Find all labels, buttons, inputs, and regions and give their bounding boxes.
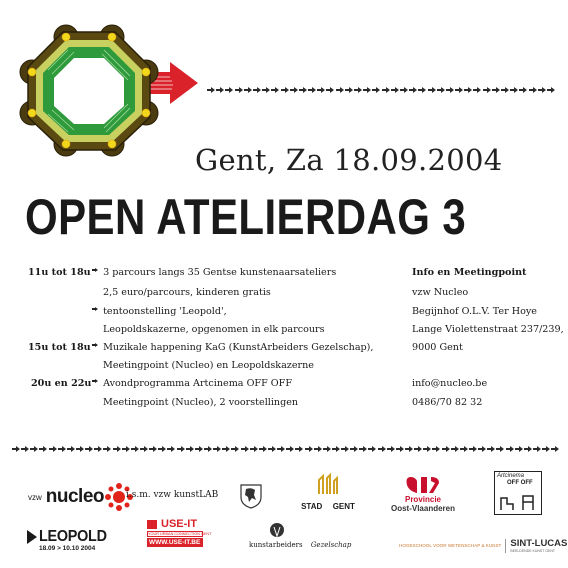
arrow-bullet-icon	[510, 85, 519, 94]
event-title: OPEN ATELIERDAG 3	[25, 189, 467, 245]
arrow-bullet-icon	[149, 444, 158, 453]
arrow-bullet-icon	[286, 444, 295, 453]
arrow-bullet-icon	[12, 444, 21, 453]
arrow-bullet-icon	[469, 444, 478, 453]
arrow-bullet-icon	[231, 444, 240, 453]
arrow-bullet-icon	[455, 85, 464, 94]
info-city: 9000 Gent	[412, 342, 463, 353]
emblem-logo	[18, 20, 208, 160]
ism-kunstlab-text: i.s.m. vzw kunstLAB	[126, 490, 219, 500]
arrow-bullet-icon	[345, 85, 354, 94]
chair-icon	[499, 490, 537, 512]
arrow-bullet-icon	[464, 85, 473, 94]
arrow-bullet-icon	[314, 444, 323, 453]
arrow-bullet-icon	[253, 85, 262, 94]
arrow-bullet-icon	[268, 444, 277, 453]
arrow-bullet-icon	[67, 444, 76, 453]
info-address-line-2: Lange Violettenstraat 237/239,	[412, 324, 564, 335]
bottom-arrow-divider	[12, 444, 560, 453]
info-email[interactable]: info@nucleo.be	[412, 378, 488, 389]
program-row: 2,5 euro/parcours, kinderen gratis	[103, 287, 271, 298]
arrow-bullet-icon	[271, 85, 280, 94]
leopold-logo: LEOPOLD 18.09 > 10.10 2004	[27, 528, 114, 552]
arrow-bullet-icon	[496, 444, 505, 453]
arrow-bullet-icon	[478, 444, 487, 453]
artcinema-logo: Artcinema OFF OFF	[494, 471, 542, 515]
arrow-bullet-icon	[409, 85, 418, 94]
arrow-bullet-icon	[533, 444, 542, 453]
arrow-bullet-icon	[49, 444, 58, 453]
arrow-bullet-icon	[317, 85, 326, 94]
arrow-bullet-icon	[387, 444, 396, 453]
program-row: 20u en 22u	[31, 378, 92, 389]
info-address-line-1: Begijnhof O.L.V. Ter Hoye	[412, 306, 537, 317]
arrow-bullet-icon	[250, 444, 259, 453]
arrow-bullet-icon	[418, 85, 427, 94]
program-row: 3 parcours langs 35 Gentse kunstenaarsateliers	[103, 267, 337, 278]
arrow-bullet-icon	[382, 85, 391, 94]
arrow-bullet-icon	[290, 85, 299, 94]
program-row: tentoonstelling 'Leopold',	[103, 306, 227, 317]
arrow-bullet-icon	[323, 444, 332, 453]
arrow-bullet-icon	[332, 444, 341, 453]
info-org: vzw Nucleo	[412, 287, 469, 298]
arrow-bullet-icon	[405, 444, 414, 453]
arrow-bullet-icon	[308, 85, 317, 94]
arrow-bullet-icon	[391, 85, 400, 94]
arrow-bullet-icon	[326, 85, 335, 94]
program-row: Muzikale happening KaG (KunstArbeiders Gezelschap),	[103, 342, 374, 353]
arrow-bullet-icon	[336, 85, 345, 94]
arrow-bullet-icon	[76, 444, 85, 453]
arrow-bullet-icon	[213, 444, 222, 453]
arrow-bullet-icon	[244, 85, 253, 94]
arrow-bullet-icon	[167, 444, 176, 453]
arrow-bullet-icon	[58, 444, 67, 453]
arrow-bullet-icon	[400, 85, 409, 94]
arrow-bullet-icon	[262, 85, 271, 94]
arrow-bullet-icon	[21, 444, 30, 453]
arrow-bullet-icon	[432, 444, 441, 453]
arrow-bullet-icon	[295, 444, 304, 453]
use-it-logo: USE-IT YOUR URBAN CONNECTION GENT WWW.USE-IT.BE	[148, 518, 212, 546]
arrow-bullet-icon	[39, 444, 48, 453]
stad-gent-logo: STAD GENT	[298, 474, 358, 514]
arrow-bullet-icon	[506, 444, 515, 453]
arrow-bullet-icon	[350, 444, 359, 453]
arrow-bullet-icon	[341, 444, 350, 453]
arrow-bullet-icon	[396, 444, 405, 453]
arrow-bullet-icon	[451, 444, 460, 453]
arrow-bullet-icon	[122, 444, 131, 453]
arrow-bullet-icon	[207, 85, 216, 94]
arrow-bullet-icon	[529, 85, 538, 94]
arrow-bullet-icon	[542, 444, 551, 453]
arrow-bullet-icon	[460, 444, 469, 453]
program-row: Meetingpoint (Nucleo) en Leopoldskazerne	[103, 360, 314, 371]
arrow-bullet-icon	[368, 444, 377, 453]
event-subtitle: Gent, Za 18.09.2004	[195, 143, 503, 177]
arrow-bullet-icon	[437, 85, 446, 94]
arrow-bullet-icon	[158, 444, 167, 453]
arrow-bullet-icon	[177, 444, 186, 453]
sint-lucas-logo: HOGESCHOOL VOOR WETENSCHAP & KUNST SINT-LUCAS BEELDENDE KUNST GENT	[399, 538, 568, 553]
info-phone: 0486/70 82 32	[412, 397, 483, 408]
arrow-bullet-icon	[492, 85, 501, 94]
program-row: Avondprogramma Artcinema OFF OFF	[103, 378, 292, 389]
program-row: Leopoldskazerne, opgenomen in elk parcours	[103, 324, 325, 335]
arrow-bullet-icon	[547, 85, 556, 94]
arrow-bullet-icon	[359, 444, 368, 453]
program-row: Meetingpoint (Nucleo), 2 voorstellingen	[103, 397, 299, 408]
nucleo-logo: vzw nucleo	[28, 483, 133, 511]
stad-gent-emblem-icon	[315, 474, 341, 496]
arrow-bullet-icon	[551, 444, 560, 453]
arrow-bullet-icon	[259, 444, 268, 453]
arrow-bullet-icon	[277, 444, 286, 453]
arrow-bullet-icon	[113, 444, 122, 453]
arrow-bullet-icon	[363, 85, 372, 94]
arrow-bullet-icon	[442, 444, 451, 453]
arrow-bullet-icon	[487, 444, 496, 453]
use-it-tag-icon	[147, 519, 159, 530]
arrow-bullet-icon	[423, 444, 432, 453]
arrow-bullet-icon	[241, 444, 250, 453]
arrow-bullet-icon	[372, 85, 381, 94]
arrow-bullet-icon	[524, 444, 533, 453]
arrow-bullet-icon	[538, 85, 547, 94]
arrow-bullet-icon	[204, 444, 213, 453]
arrow-bullet-icon	[216, 85, 225, 94]
program-row: 15u tot 18u	[28, 342, 91, 353]
top-arrow-divider	[207, 85, 557, 94]
arrow-bullet-icon	[131, 444, 140, 453]
arrow-bullet-icon	[446, 85, 455, 94]
arrow-bullet-icon	[501, 85, 510, 94]
leopold-arrow-icon	[27, 530, 37, 544]
lion-crest-icon	[237, 481, 265, 509]
arrow-bullet-icon	[225, 85, 234, 94]
arrow-bullet-icon	[483, 85, 492, 94]
arrow-bullet-icon	[519, 85, 528, 94]
arrow-bullet-icon	[305, 444, 314, 453]
arrow-bullet-icon	[473, 85, 482, 94]
arrow-bullet-icon	[515, 444, 524, 453]
arrow-bullet-icon	[30, 444, 39, 453]
arrow-bullet-icon	[414, 444, 423, 453]
arrow-bullet-icon	[186, 444, 195, 453]
arrow-bullet-icon	[281, 85, 290, 94]
arrow-bullet-icon	[354, 85, 363, 94]
provincie-logo: Provincie Oost-Vlaanderen	[388, 475, 458, 513]
arrow-bullet-icon	[103, 444, 112, 453]
info-heading: Info en Meetingpoint	[412, 267, 527, 278]
arrow-bullet-icon	[235, 85, 244, 94]
program-row: 11u tot 18u	[28, 267, 91, 278]
provincie-emblem-icon	[403, 475, 443, 495]
arrow-bullet-icon	[195, 444, 204, 453]
arrow-bullet-icon	[378, 444, 387, 453]
arrow-bullet-icon	[94, 444, 103, 453]
arrow-bullet-icon	[140, 444, 149, 453]
arrow-bullet-icon	[299, 85, 308, 94]
arrow-bullet-icon	[85, 444, 94, 453]
arrow-bullet-icon	[428, 85, 437, 94]
arrow-bullet-icon	[222, 444, 231, 453]
